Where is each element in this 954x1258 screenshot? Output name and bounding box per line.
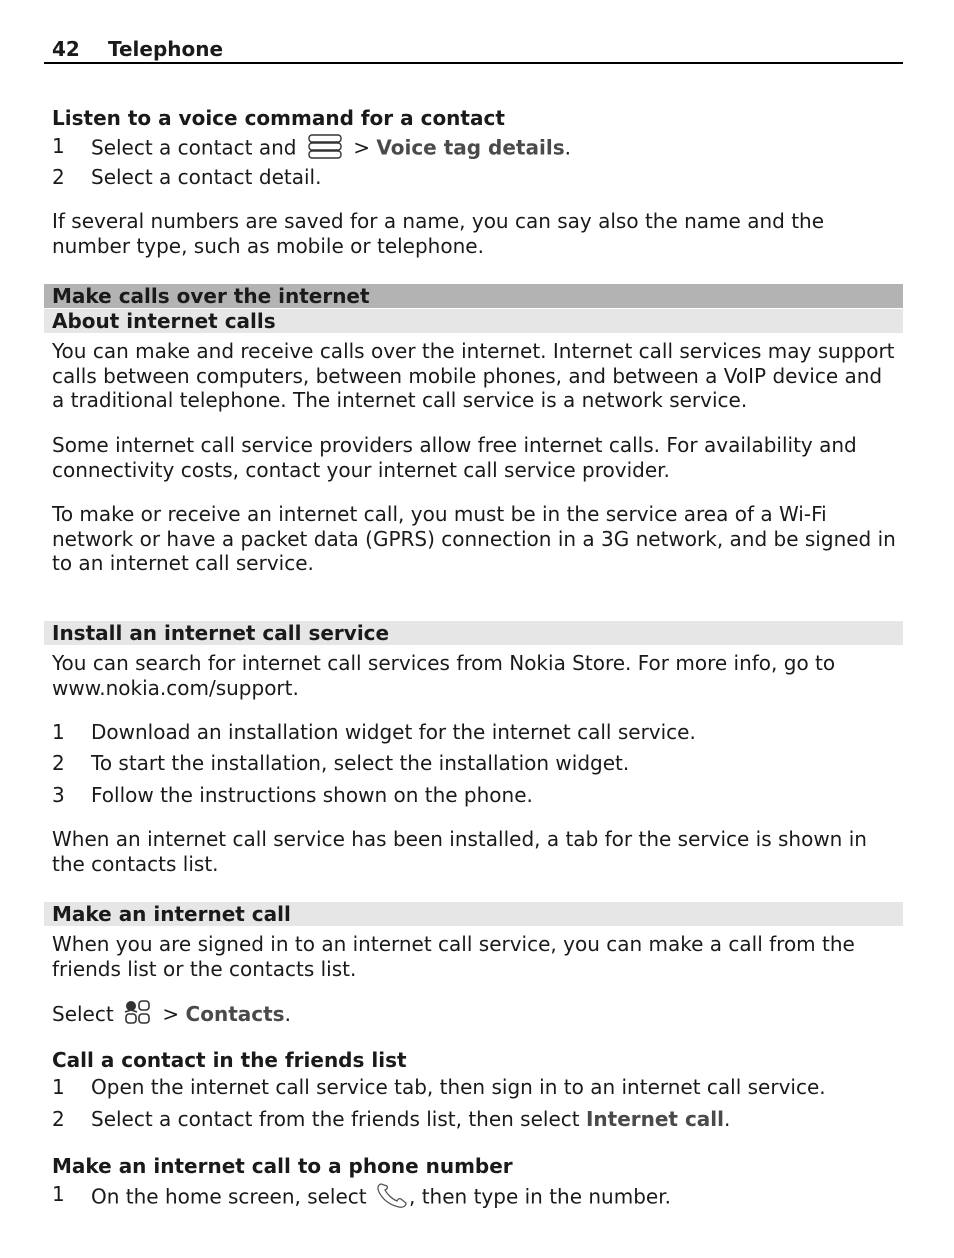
voice-tag-details-label: Voice tag details [376, 135, 565, 160]
step-text-after: . [564, 135, 571, 160]
phone-step-1 [52, 1181, 902, 1209]
step-text-before: Select a contact from the friends list, then select [91, 1107, 580, 1131]
section-title: Make calls over the internet [52, 284, 370, 308]
subsection-title: Make an internet call [52, 902, 291, 926]
phone-call-icon [375, 1181, 409, 1215]
internet-call-label: Internet call [585, 1107, 725, 1131]
voice-step-2 [52, 164, 902, 190]
step-text: To start the installation, select the installation widget. [91, 751, 630, 775]
step-number: 1 [52, 1075, 65, 1099]
voice-command-heading: Listen to a voice command for a contact [52, 106, 505, 130]
step-text: Open the internet call service tab, then sign in to an internet call service. [91, 1075, 826, 1099]
step-number: 2 [52, 751, 65, 775]
page-header [44, 36, 903, 64]
page-number: 42 [52, 37, 80, 61]
step-text-after: . [724, 1107, 731, 1131]
step-number: 1 [52, 134, 65, 158]
step-gt: > [353, 135, 370, 160]
select-contacts-line [52, 999, 898, 1032]
step-text-before: Select a contact and [91, 135, 297, 160]
phone-number-heading: Make an internet call to a phone number [52, 1154, 513, 1178]
step-text: Download an installation widget for the internet call service. [91, 720, 696, 744]
install-step-3 [52, 782, 902, 808]
contacts-label: Contacts [185, 1002, 285, 1026]
step-number: 3 [52, 783, 65, 807]
friends-list-heading: Call a contact in the friends list [52, 1048, 407, 1072]
options-menu-icon [307, 133, 343, 165]
select-end: . [284, 1002, 291, 1026]
step-number: 2 [52, 1107, 65, 1131]
select-gt: > [162, 1002, 180, 1026]
subsection-bar-about [44, 309, 903, 333]
install-after: When an internet call service has been installed, a tab for the service is shown in the contacts list. [52, 827, 867, 876]
step-text [91, 1106, 730, 1132]
subsection-bar-install [44, 621, 903, 645]
install-intro: You can search for internet call services from Nokia Store. For more info, go to www.nokia.com/support. [52, 651, 836, 700]
subsection-title: About internet calls [52, 309, 276, 333]
subsection-title: Install an internet call service [52, 621, 390, 645]
step-text-after: , then type in the number. [409, 1184, 671, 1209]
apps-menu-icon [124, 999, 152, 1032]
voice-paragraph: If several numbers are saved for a name, you can say also the name and the number type, such as mobile or telephone. [52, 209, 825, 258]
friends-step-2 [52, 1106, 902, 1132]
step-number: 2 [52, 165, 65, 189]
step-text-before: On the home screen, select [91, 1184, 367, 1209]
voice-step-1 [52, 133, 902, 159]
friends-step-1 [52, 1074, 902, 1100]
install-step-2 [52, 750, 902, 776]
step-number: 1 [52, 1182, 65, 1206]
select-text: Select [52, 1002, 114, 1026]
make-call-intro: When you are signed in to an internet call service, you can make a call from the friends list or the contacts list. [52, 932, 855, 981]
step-text [91, 1181, 671, 1215]
step-text: Select a contact detail. [91, 165, 322, 189]
step-number: 1 [52, 720, 65, 744]
chapter-title: Telephone [108, 37, 224, 61]
subsection-bar-make-call [44, 902, 903, 926]
about-paragraph-2: Some internet call service providers allow free internet calls. For availability and connectivity costs, contact your internet call service provider. [52, 433, 857, 482]
install-step-1 [52, 719, 902, 745]
about-paragraph-1: You can make and receive calls over the internet. Internet call services may support calls between computers, between mobile phones, and between a VoIP device and a traditional telephone. The internet call service is a network service. [52, 339, 895, 412]
step-text: Follow the instructions shown on the phone. [91, 783, 533, 807]
section-bar-internet-calls [44, 284, 903, 308]
step-text [91, 133, 571, 165]
about-paragraph-3: To make or receive an internet call, you must be in the service area of a Wi-Fi network or have a packet data (GPRS) connection in a 3G network, and be signed in to an internet call service. [52, 502, 896, 575]
